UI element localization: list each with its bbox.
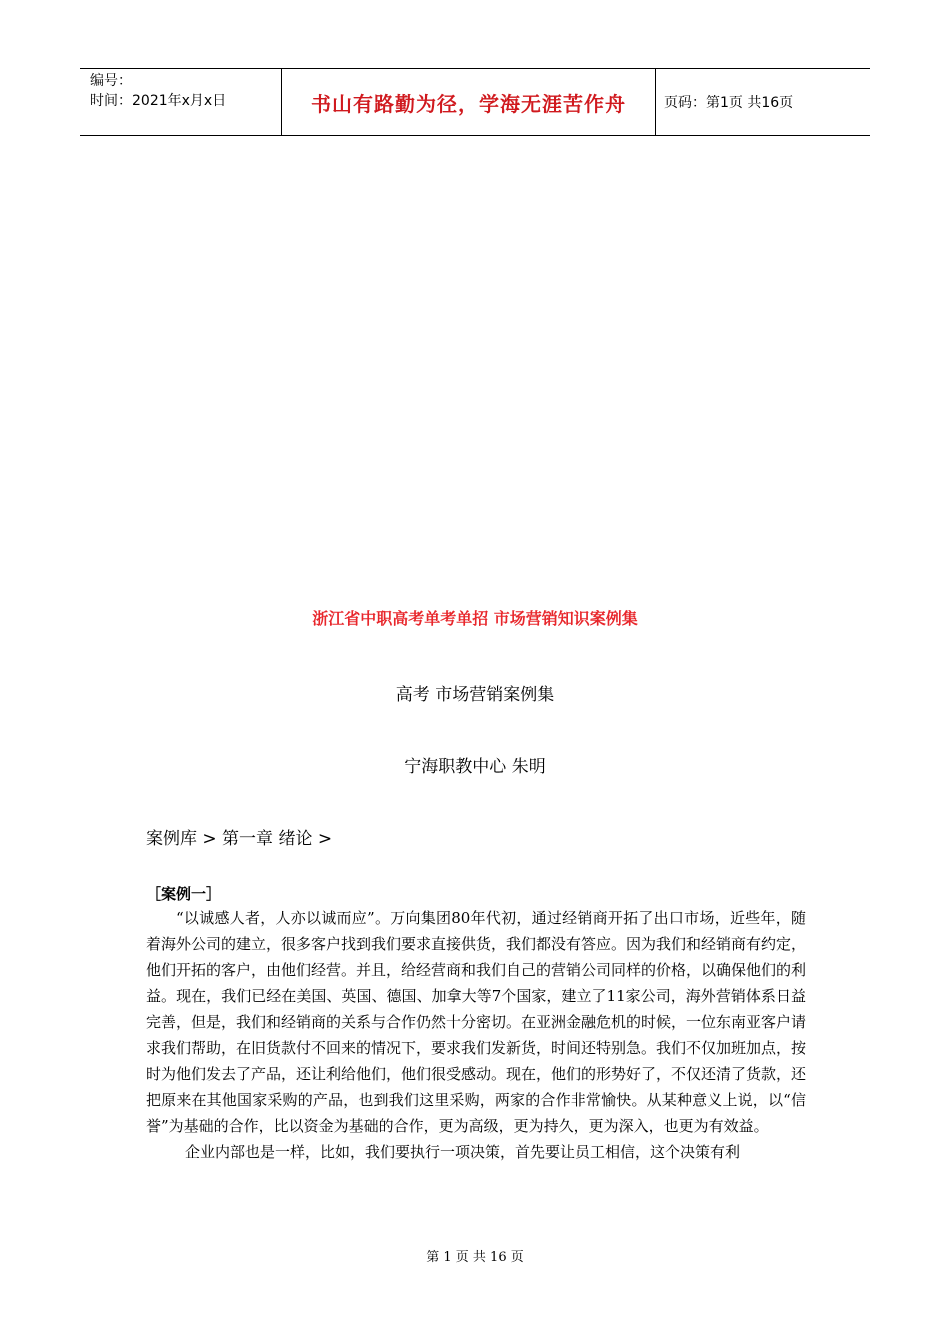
breadcrumb: 案例库 > 第一章 绪论 > — [146, 829, 333, 849]
body-paragraph: “以诚感人者，人亦以诚而应”。万向集团80年代初，通过经销商开拓了出口市场，近些年，随着海外公司的建立，很多客户找到我们要求直接供货，我们都没有答应。因为我们和经销商有约定，他们开拓的客户，由他们经营。并且，给经营商和我们自己的营销公司同样的价格，以确保他们的利益。现在，我们已经在美国、英国、德国、加拿大等7个国家，建立了11家公司，海外营销体系日益完善，但是，我们和经销商的关系与合作仍然十分密切。在亚洲金融危机的时候，一位东南亚客户请求我们帮助，在旧货款付不回来的情况下，要求我们发新货，时间还特别急。我们不仅加班加点，按时为他们发去了产品，还让利给他们，他们很受感动。现在，他们的形势好了，不仅还清了货款，还把原来在其他国家采购的产品，也到我们这里采购，两家的合作非常愉快。从某种意义上说，以“信誉”为基础的合作，比以资金为基础的合作，更为高级，更为持久，更为深入，也更为有效益。 — [146, 909, 807, 1135]
page-header — [80, 68, 870, 136]
document-subtitle: 高考 市场营销案例集 — [395, 685, 555, 705]
document-author: 宁海职教中心 朱明 — [404, 757, 546, 777]
case-body — [146, 905, 806, 1165]
page-footer: 第 1 页 共 16 页 — [426, 1250, 524, 1265]
document-date-label: 时间：2021年x月x日 — [90, 93, 227, 109]
document-number-label: 编号： — [90, 73, 132, 89]
header-meta — [80, 69, 282, 135]
body-paragraph: 企业内部也是一样，比如，我们要执行一项决策，首先要让员工相信，这个决策有利 — [185, 1143, 741, 1161]
header-page-info: 页码：第1页 共16页 — [664, 95, 794, 111]
header-motto: 书山有路勤为径，学海无涯苦作舟 — [282, 69, 656, 135]
case-heading: ［案例一］ — [146, 885, 222, 903]
document-title: 浙江省中职高考单考单招 市场营销知识案例集 — [312, 609, 638, 628]
